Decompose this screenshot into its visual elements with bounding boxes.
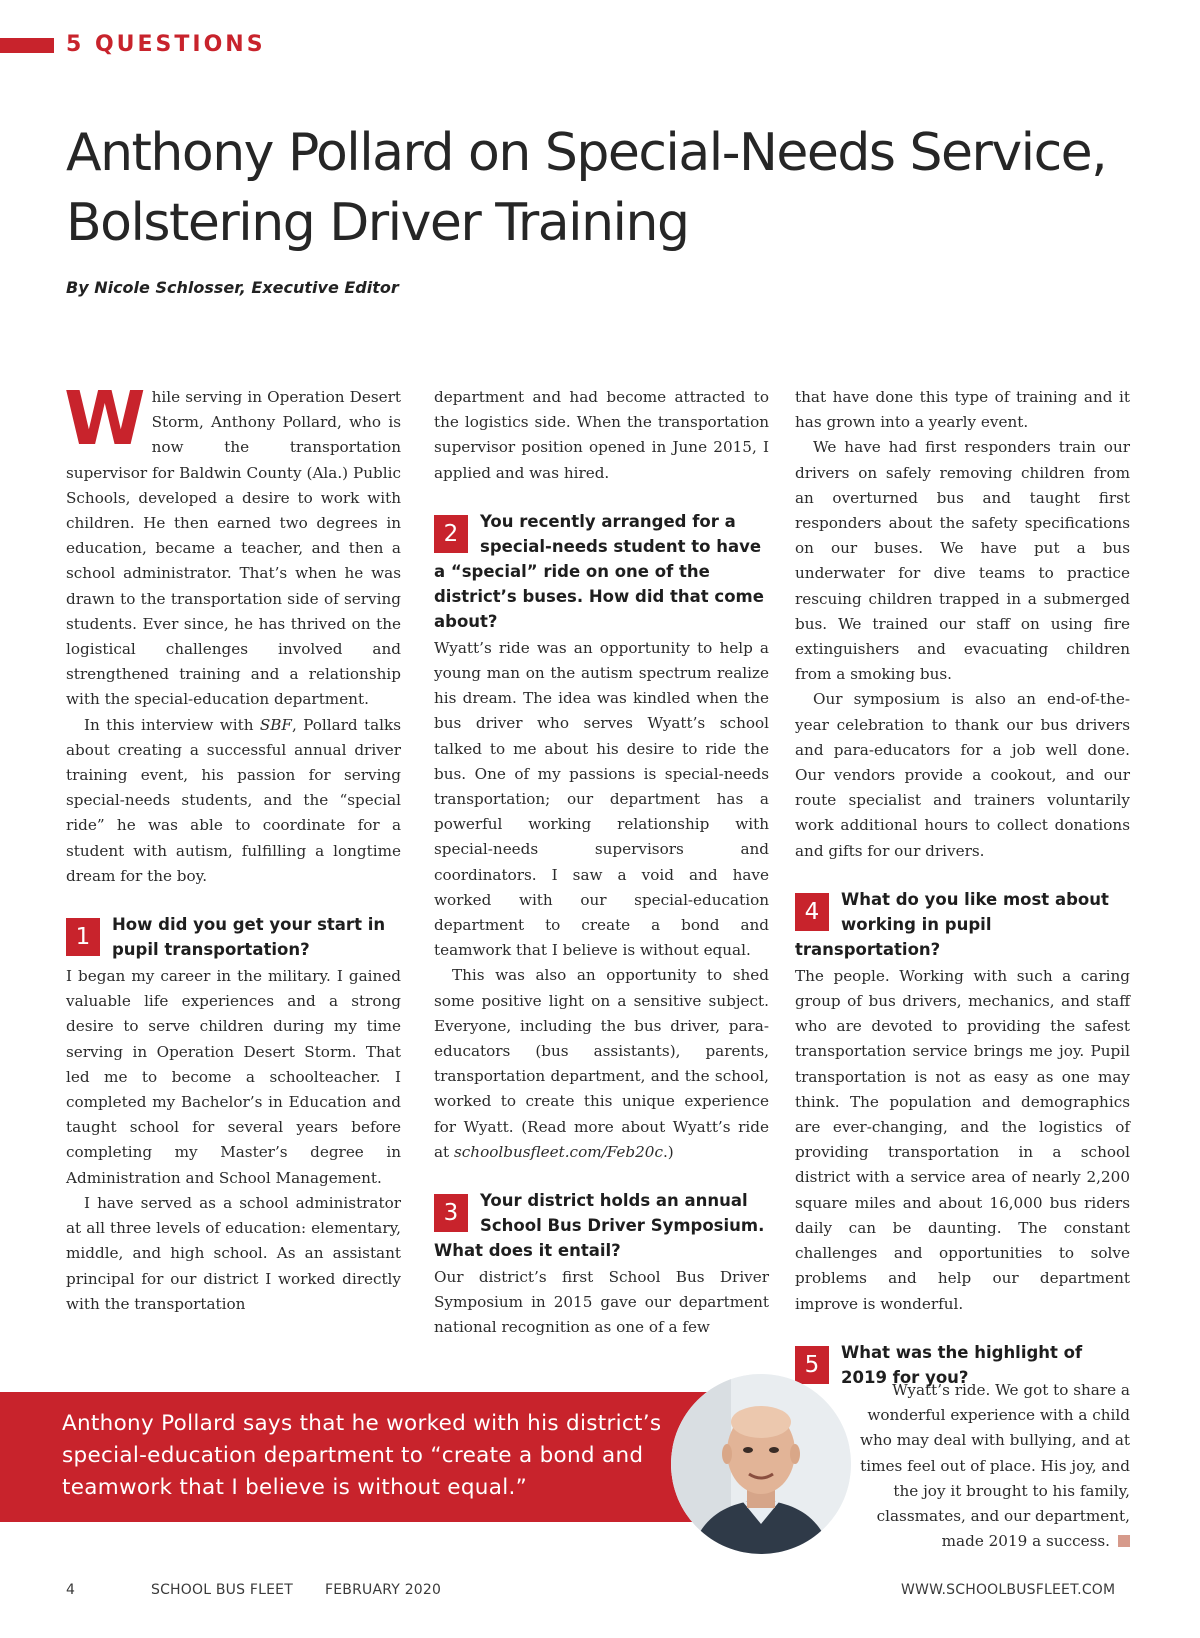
answer-paragraph: I have served as a school administrator at all three levels of education: elementary, middle, and high school. As an assistant principal for our district I worked directly with the transportation — [66, 1193, 401, 1313]
question-text: What was the highlight of 2019 for you? — [841, 1342, 1083, 1387]
portrait-photo — [671, 1374, 851, 1554]
question-number-badge: 5 — [795, 1346, 829, 1384]
answer-paragraph-q5: Wyatt’s ride. We got to share a wonderful experience with a child who may deal with bullying, and at times feel out of place. His joy, and the joy it brought to his family, classmates, and our department, made 2019 a success. — [838, 1378, 1130, 1554]
question-text: You recently arranged for a special-needs student to have a “special” ride on one of the district’s buses. How did that come about? — [434, 511, 764, 631]
question-number-badge: 4 — [795, 893, 829, 931]
article-link[interactable]: schoolbusfleet.com/Feb20c — [454, 1142, 663, 1161]
answer-paragraph: The people. Working with such a caring group of bus drivers, mechanics, and staff who are devoted to providing the safest transportation service brings me joy. Pupil transportation is not as easy as one may think. The population and demographics are ever-changing, and the logistics of providing transportation in a school district with a service area of nearly 2,200 square miles and about 16,000 bus riders daily can be daunting. The constant challenges and opportunities to solve problems and help our department improve is wonderful. — [795, 966, 1130, 1313]
intro-text: hile serving in Operation Desert Storm, Anthony Pollard, who is now the transportation supervisor for Baldwin County (Ala.) Public Schools, developed a desire to work with children. He then earned two degrees in education, became a teacher, and then a school administrator. That’s when he was drawn to the transportation side of serving students. Ever since, he has thrived on the logistical challenges involved and strengthened training and a relationship with the special-education department. — [66, 388, 401, 709]
answer-paragraph: This was also an opportunity to shed some positive light on a sensitive subject. Everyone, including the bus driver, para-educators (bus assistants), parents, transportation department, and the school, worked to create this unique experience for Wyatt. (Read more about Wyatt’s ride at schoolbusfleet.com/Feb20c.) — [434, 966, 769, 1161]
answer-paragraph-continued: department and had become attracted to the logistics side. When the transportation supervisor position opened in June 2015, I applied and was hired. — [434, 388, 769, 482]
portrait-illustration — [671, 1374, 851, 1554]
answer-paragraph: Our district’s first School Bus Driver Symposium in 2015 gave our department national recognition as one of a few — [434, 1268, 769, 1337]
answer-paragraph: Wyatt’s ride was an opportunity to help a young man on the autism spectrum realize his dream. The idea was kindled when the bus driver who serves Wyatt’s school talked to me about his desire to ride the bus. One of my passions is special-needs transportation; our department has a powerful working relationship with special-needs supervisors and coordinators. I saw a void and have worked with our special-education department to create a bond and teamwork that I believe is without equal. — [434, 638, 769, 960]
article-headline: Anthony Pollard on Special-Needs Service, Bolstering Driver Training — [66, 123, 1107, 253]
answer-paragraph: We have had first responders train our drivers on safely removing children from an overturned bus and taught first responders about the safety specifications on our buses. We have put a bus underwater for dive teams to practice rescuing children trapped in a submerged bus. We trained our staff on using fire extinguishers and evacuating children from a smoking bus. — [795, 438, 1130, 684]
answer-paragraph-continued: that have done this type of training and it has grown into a yearly event. — [795, 388, 1130, 432]
question-4-heading — [795, 887, 1130, 962]
footer-website[interactable]: WWW.SCHOOLBUSFLEET.COM — [901, 1582, 1116, 1598]
drop-cap: W — [64, 376, 146, 462]
article-column-2 — [434, 385, 769, 1341]
question-text: How did you get your start in pupil transportation? — [112, 915, 386, 960]
article-column-1 — [64, 376, 401, 1317]
end-of-article-mark — [1118, 1535, 1130, 1547]
question-number-badge: 2 — [434, 515, 468, 553]
intro-paragraph-2: In this interview with SBF, Pollard talks about creating a successful annual driver training event, his passion for serving special-needs students, and the “special ride” he was able to coordinate for a student with autism, fulfilling a longtime dream for the boy. — [66, 715, 401, 885]
answer-paragraph: Our symposium is also an end-of-the-year celebration to thank our bus drivers and para-educators for a job well done. Our vendors provide a cookout, and our route specialist and trainers voluntarily work additional hours to collect donations and gifts for our drivers. — [795, 690, 1130, 860]
question-1-heading — [66, 912, 401, 962]
question-number-badge: 3 — [434, 1194, 468, 1232]
question-3-heading — [434, 1188, 769, 1263]
intro-paragraph — [64, 376, 401, 713]
publication-abbrev: SBF — [259, 715, 292, 734]
section-label: 5 QUESTIONS — [66, 32, 266, 57]
question-number-badge: 1 — [66, 918, 100, 956]
question-text: Your district holds an annual School Bus Driver Symposium. What does it entail? — [434, 1191, 765, 1261]
photo-caption: Anthony Pollard says that he worked with his district’s special-education department to “create a bond and teamwork that I believe is without equal.” — [62, 1411, 662, 1500]
answer-paragraph: I began my career in the military. I gained valuable life experiences and a strong desire to serve children during my time serving in Operation Desert Storm. That led me to become a schoolteacher. I completed my Bachelor’s in Education and taught school for several years before completing my Master’s degree in Administration and School Management. — [66, 967, 401, 1187]
question-text: What do you like most about working in pupil transportation? — [795, 889, 1109, 959]
footer-issue: FEBRUARY 2020 — [325, 1582, 442, 1598]
question-2-heading — [434, 509, 769, 634]
footer-publication: SCHOOL BUS FLEET — [151, 1582, 293, 1598]
byline: By Nicole Schlosser, Executive Editor — [66, 278, 399, 297]
article-column-3 — [795, 385, 1130, 1392]
page-number: 4 — [66, 1582, 76, 1598]
section-color-bar — [0, 38, 54, 53]
